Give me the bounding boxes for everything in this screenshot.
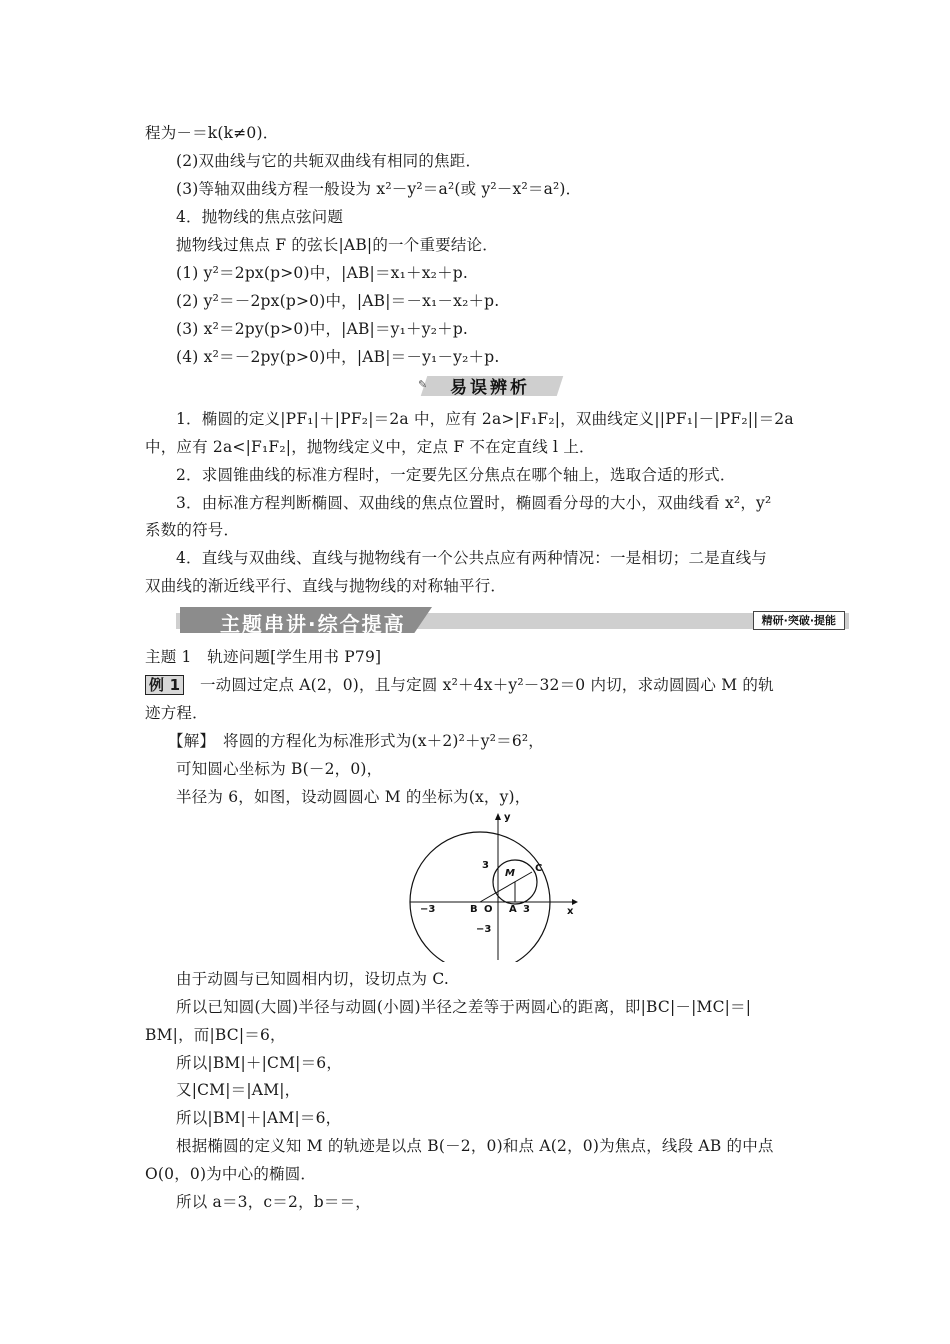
text-line: 中，应有 2a<|F₁F₂|，抛物线定义中，定点 F 不在定直线 l 上． bbox=[145, 438, 595, 456]
text-line: 可知圆心坐标为 B(－2，0)， bbox=[176, 760, 383, 778]
label-x: x bbox=[567, 906, 574, 917]
text-line: 所以已知圆(大圆)半径与动圆(小圆)半径之差等于两圆心的距离，即|BC|－|MC|＝| bbox=[176, 998, 752, 1016]
text-line: (1) y²＝2px(p>0)中，|AB|＝x₁＋x₂＋p. bbox=[176, 264, 469, 282]
text-line: 1．椭圆的定义|PF₁|＋|PF₂|＝2a 中，应有 2a>|F₁F₂|，双曲线定义||PF₁|－|PF₂||＝2a bbox=[176, 410, 794, 428]
section-banner-topics bbox=[176, 607, 849, 636]
text-line: (3)等轴双曲线方程一般设为 x²－y²＝a²(或 y²－x²＝a²)． bbox=[176, 180, 582, 198]
text-line: O(0，0)为中心的椭圆． bbox=[145, 1165, 317, 1183]
large-circle bbox=[410, 832, 550, 962]
figure-svg bbox=[404, 810, 580, 962]
banner-title: 主题串讲·综合提高 bbox=[220, 612, 406, 636]
banner-tag: 精研·突破·提能 bbox=[753, 611, 845, 630]
label-O: O bbox=[484, 904, 493, 915]
text-line: 迹方程． bbox=[145, 704, 208, 722]
label-3-up: 3 bbox=[482, 860, 489, 871]
text-line: (2)双曲线与它的共轭双曲线有相同的焦距． bbox=[176, 152, 482, 170]
text-line: 双曲线的渐近线平行、直线与抛物线的对称轴平行． bbox=[145, 577, 507, 595]
text-line: 系数的符号． bbox=[145, 521, 240, 539]
section-banner-mistakes bbox=[418, 372, 566, 398]
text-line: 4．直线与双曲线、直线与抛物线有一个公共点应有两种情况：一是相切；二是直线与 bbox=[176, 549, 767, 567]
solution-line: 【解】 将圆的方程化为标准形式为(x＋2)²＋y²＝6²， bbox=[168, 732, 545, 750]
circle-figure bbox=[404, 810, 580, 962]
label-neg3-down: −3 bbox=[476, 924, 492, 935]
example-question bbox=[145, 674, 774, 696]
text-line: 所以|BM|＋|AM|＝6， bbox=[176, 1109, 342, 1127]
text-line: 程为－＝k(k≠0)． bbox=[145, 124, 279, 142]
text-line: 由于动圆与已知圆相内切，设切点为 C. bbox=[176, 970, 449, 988]
text-line: (3) x²＝2py(p>0)中，|AB|＝y₁＋y₂＋p. bbox=[176, 320, 469, 338]
text-line: 又|CM|＝|AM|， bbox=[176, 1081, 301, 1099]
text-line: (2) y²＝－2px(p>0)中，|AB|＝－x₁－x₂＋p. bbox=[176, 292, 500, 310]
label-3-right: 3 bbox=[523, 904, 530, 915]
text-line: 4．抛物线的焦点弦问题 bbox=[176, 208, 344, 226]
label-y: y bbox=[504, 812, 511, 823]
label-A: A bbox=[509, 904, 517, 915]
topic-heading: 主题 1 轨迹问题[学生用书 P79] bbox=[145, 648, 382, 666]
x-axis-arrow bbox=[572, 899, 578, 905]
text-line: 所以 a＝3，c＝2，b＝＝， bbox=[176, 1193, 371, 1211]
text-line: 抛物线过焦点 F 的弦长|AB|的一个重要结论． bbox=[176, 236, 498, 254]
example-label: 例 1 bbox=[145, 675, 184, 695]
text-line: 所以|BM|＋|CM|＝6， bbox=[176, 1054, 343, 1072]
text-line: (4) x²＝－2py(p>0)中，|AB|＝－y₁－y₂＋p. bbox=[176, 348, 500, 366]
label-C: C bbox=[535, 863, 543, 874]
banner-title: 易误辨析 bbox=[450, 378, 530, 398]
label-neg3-left: −3 bbox=[420, 904, 436, 915]
text-line: 根据椭圆的定义知 M 的轨迹是以点 B(－2，0)和点 A(2，0)为焦点，线段 AB 的中点 bbox=[176, 1137, 774, 1155]
text-line: 3．由标准方程判断椭圆、双曲线的焦点位置时，椭圆看分母的大小，双曲线看 x²，y² bbox=[176, 494, 772, 512]
text-line: BM|，而|BC|＝6， bbox=[145, 1026, 286, 1044]
y-axis-arrow bbox=[495, 813, 501, 820]
text-line: 半径为 6，如图，设动圆圆心 M 的坐标为(x，y)， bbox=[176, 788, 531, 806]
pencil-icon: ✎ bbox=[418, 378, 428, 391]
label-M: M bbox=[505, 868, 515, 879]
text-line: 2．求圆锥曲线的标准方程时，一定要先区分焦点在哪个轴上，选取合适的形式． bbox=[176, 466, 736, 484]
example-text: 一动圆过定点 A(2，0)，且与定圆 x²＋4x＋y²－32＝0 内切，求动圆圆心 M 的轨 bbox=[184, 676, 774, 694]
label-B: B bbox=[470, 904, 478, 915]
